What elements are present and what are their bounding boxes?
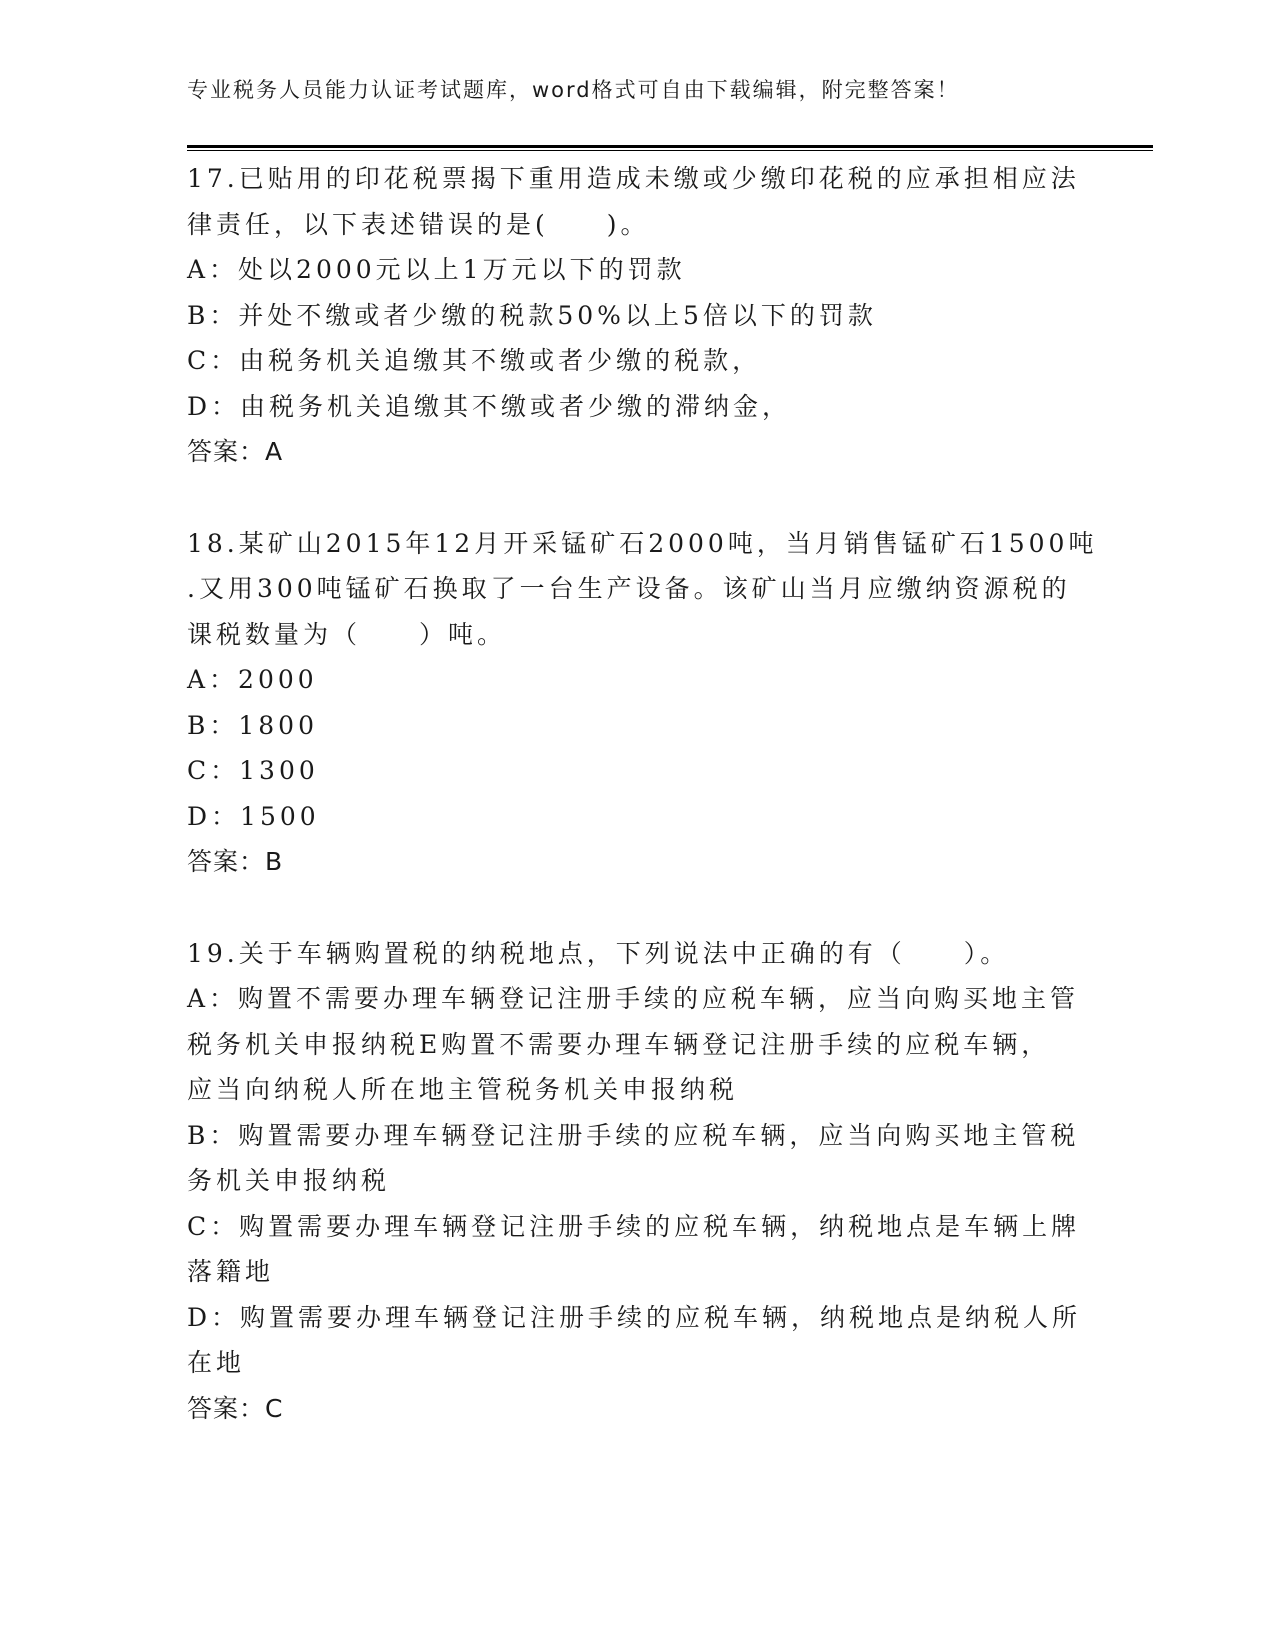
question-text: 17.已贴用的印花税票揭下重用造成未缴或少缴印花税的应承担相应法 bbox=[187, 164, 1080, 193]
option-c-cont: 落籍地 bbox=[187, 1257, 275, 1286]
option-a-cont: 税务机关申报纳税E购置不需要办理车辆登记注册手续的应税车辆， bbox=[187, 1029, 1051, 1059]
option-d-cont: 在地 bbox=[187, 1348, 246, 1377]
question-18 bbox=[187, 521, 1098, 885]
option-a: A：2000 bbox=[187, 665, 318, 694]
page-header: 专业税务人员能力认证考试题库，word格式可自由下载编辑，附完整答案！ bbox=[187, 78, 960, 102]
answer: 答案：B bbox=[187, 847, 284, 876]
question-text: 课税数量为（ ）吨。 bbox=[187, 619, 507, 649]
option-c: C：由税务机关追缴其不缴或者少缴的税款， bbox=[187, 346, 762, 375]
question-list bbox=[187, 156, 1098, 1431]
option-d: D：购置需要办理车辆登记注册手续的应税车辆，纳税地点是纳税人所 bbox=[187, 1302, 1082, 1332]
option-d: D：1500 bbox=[187, 801, 320, 831]
option-d: D：由税务机关追缴其不缴或者少缴的滞纳金， bbox=[187, 391, 792, 421]
option-b-cont: 务机关申报纳税 bbox=[187, 1166, 391, 1195]
option-a-cont: 应当向纳税人所在地主管税务机关申报纳税 bbox=[187, 1075, 739, 1104]
option-c: C：购置需要办理车辆登记注册手续的应税车辆，纳税地点是车辆上牌 bbox=[187, 1211, 1081, 1241]
question-text: 律责任，以下表述错误的是( )。 bbox=[187, 209, 650, 239]
spacer bbox=[187, 885, 1077, 931]
question-text: .又用300吨锰矿石换取了一台生产设备。该矿山当月应缴纳资源税的 bbox=[187, 574, 1071, 603]
option-b: B：并处不缴或者少缴的税款50%以上5倍以下的罚款 bbox=[187, 300, 877, 330]
question-19 bbox=[187, 931, 1082, 1432]
option-a: A：处以2000元以上1万元以下的罚款 bbox=[187, 255, 686, 284]
question-text: 18.某矿山2015年12月开采锰矿石2000吨，当月销售锰矿石1500吨 bbox=[187, 528, 1098, 558]
option-c: C：1300 bbox=[187, 756, 319, 785]
option-b: B：1800 bbox=[187, 710, 318, 740]
option-b: B：购置需要办理车辆登记注册手续的应税车辆，应当向购买地主管税 bbox=[187, 1120, 1080, 1150]
question-text: 19.关于车辆购置税的纳税地点，下列说法中正确的有（ ）。 bbox=[187, 938, 1010, 968]
header-rule-thin bbox=[187, 150, 1153, 151]
answer: 答案：A bbox=[187, 437, 284, 466]
question-17 bbox=[187, 156, 1080, 475]
answer: 答案：C bbox=[187, 1393, 284, 1423]
spacer bbox=[187, 475, 1077, 521]
header-rule bbox=[187, 145, 1153, 148]
option-a: A：购置不需要办理车辆登记注册手续的应税车辆，应当向购买地主管 bbox=[187, 984, 1080, 1013]
